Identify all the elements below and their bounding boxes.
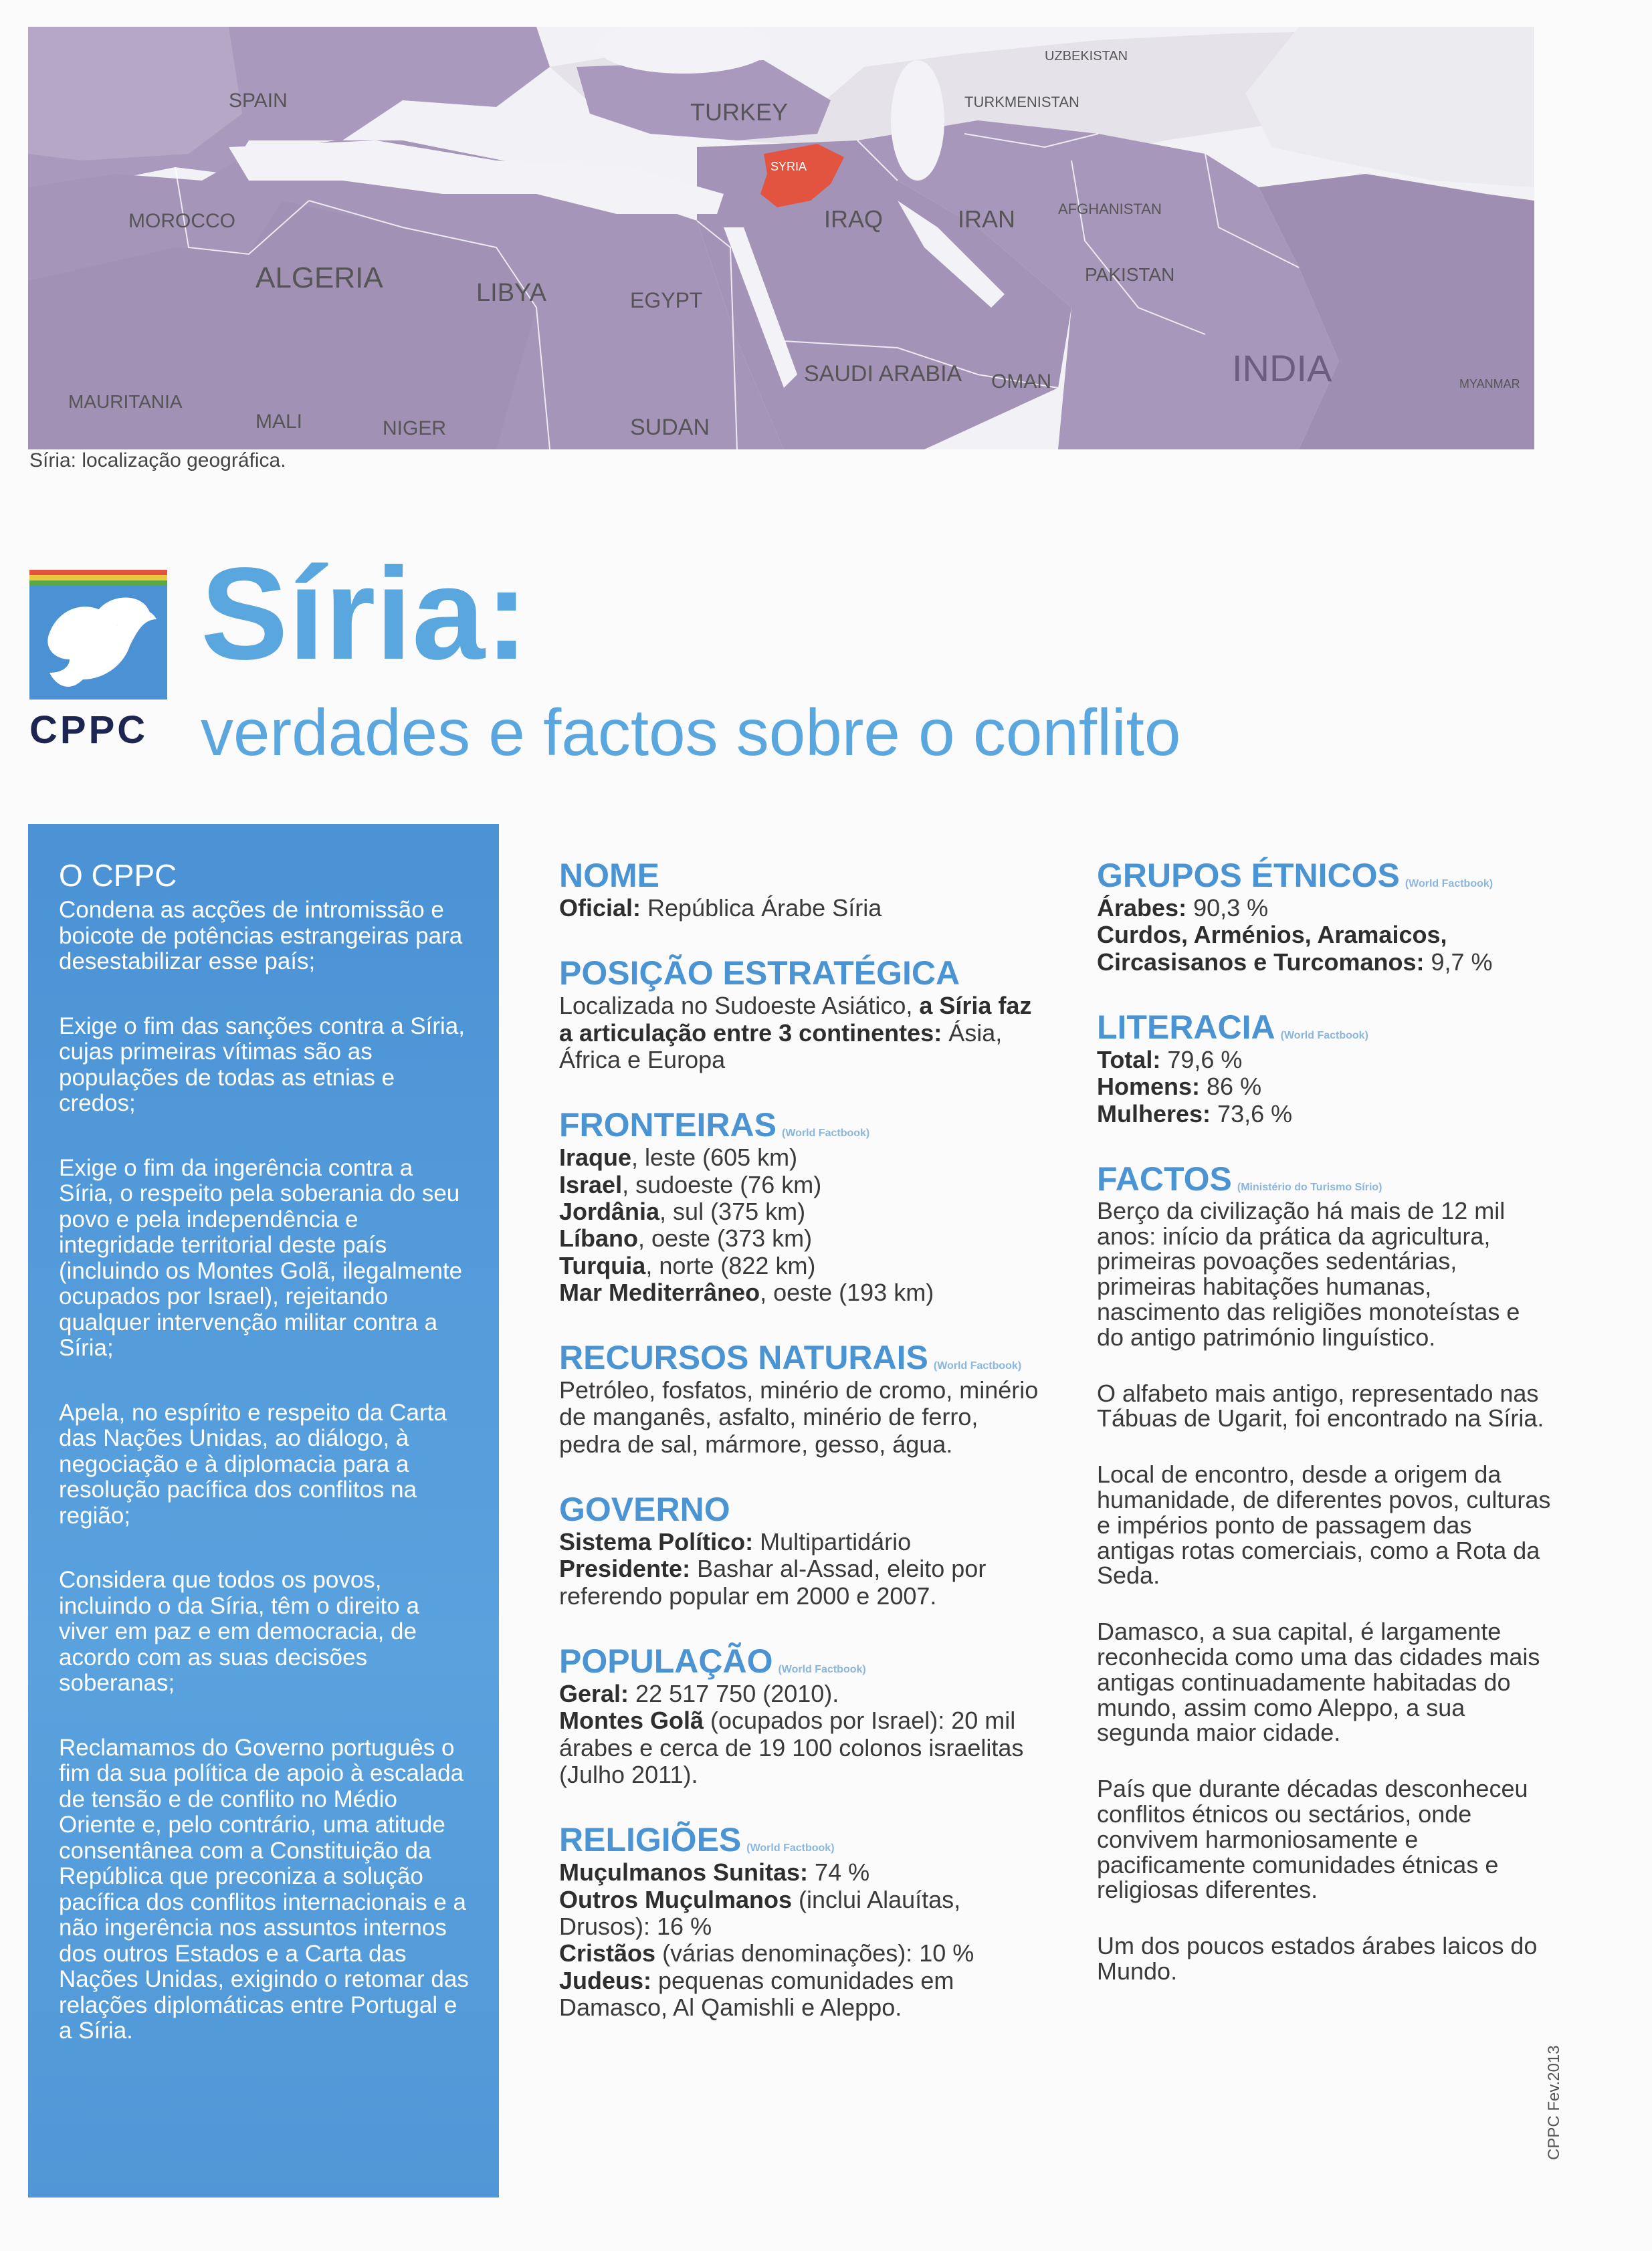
svg-text:IRAQ: IRAQ [824, 205, 884, 233]
cppc-logo [29, 570, 167, 752]
grupos-arabes: Árabes: 90,3 % [1097, 894, 1269, 922]
religiao-item: Judeus: pequenas comunidades em Damasco, Al Qamishli e Aleppo. [559, 1966, 954, 2021]
section-title-populacao: POPULAÇÃO (World Factbook) [559, 1642, 866, 1680]
panel-paragraph: Exige o fim das sanções contra a Síria, cujas primeiras vítimas são as populações de todas as etnias e credos; [59, 1012, 465, 1116]
fronteira-item: Turquia, norte (822 km) [559, 1251, 816, 1279]
nome-oficial: Oficial: República Árabe Síria [559, 894, 882, 922]
fronteira-item: Mar Mediterrâneo, oeste (193 km) [559, 1278, 934, 1306]
religiao-item: Outros Muçulmanos (inclui Alauítas, Drusos): 16 % [559, 1885, 961, 1940]
section-title-governo: GOVERNO [559, 1491, 730, 1529]
populacao-golan: Montes Golã (ocupados por Israel): 20 mil árabes e cerca de 19 100 colonos israelitas (Julho 2011). [559, 1707, 1024, 1788]
cppc-statement-panel [28, 824, 499, 2198]
governo-presidente: Presidente: Bashar al-Assad, eleito por referendo popular em 2000 e 2007. [559, 1555, 987, 1610]
logo-text: CPPC [29, 708, 148, 752]
section-title-factos: FACTOS (Ministério do Turismo Sírio) [1097, 1160, 1382, 1198]
facto-paragraph: País que durante décadas desconheceu conflitos étnicos ou sectários, onde convivem harmoniosamente e pacificamente comunidades étnicas e religiosas diferentes. [1097, 1775, 1528, 1904]
panel-paragraph: Condena as acções de intromissão e boicote de potências estrangeiras para desestabilizar esse país; [59, 897, 463, 974]
grupos-outros: Curdos, Arménios, Aramaicos, Circasisanos e Turcomanos: 9,7 % [1097, 921, 1493, 976]
svg-text:MOROCCO: MOROCCO [128, 210, 235, 232]
svg-text:SYRIA: SYRIA [770, 160, 807, 173]
page-title: Síria: [201, 540, 529, 687]
svg-text:UZBEKISTAN: UZBEKISTAN [1045, 49, 1128, 64]
panel-paragraph: Exige o fim da ingerência contra a Síria, o respeito pela soberania do seu povo e pela independência e integridade territorial deste país (incluindo os Montes Golã, ilegalmente ocupados por Israel), rejeitando qualquer intervenção militar contra a Síria; [59, 1154, 463, 1361]
svg-text:IRAN: IRAN [958, 205, 1016, 233]
location-map [28, 27, 1534, 449]
posicao-text: Localizada no Sudoeste Asiático, a Síria faz a articulação entre 3 continentes: Ásia, África e Europa [559, 992, 1032, 1073]
svg-text:MAURITANIA: MAURITANIA [68, 391, 183, 412]
svg-text:SPAIN: SPAIN [229, 90, 288, 112]
populacao-geral: Geral: 22 517 750 (2010). [559, 1680, 839, 1707]
map-caption: Síria: localização geográfica. [29, 449, 286, 471]
fronteira-item: Jordânia, sul (375 km) [559, 1197, 806, 1225]
svg-text:EGYPT: EGYPT [630, 288, 703, 312]
svg-text:LIBYA: LIBYA [476, 279, 546, 307]
map-image [28, 27, 1534, 449]
logo-stripe-red [29, 570, 167, 575]
section-title-literacia: LITERACIA (World Factbook) [1097, 1008, 1368, 1046]
svg-text:INDIA: INDIA [1232, 347, 1332, 389]
literacia-item: Mulheres: 73,6 % [1097, 1099, 1293, 1128]
panel-title: O CPPC [59, 858, 177, 893]
section-title-grupos: GRUPOS ÉTNICOS (World Factbook) [1097, 857, 1493, 894]
fronteira-item: Iraque, leste (605 km) [559, 1144, 798, 1172]
dove-icon [29, 586, 167, 700]
section-title-posicao: POSIÇÃO ESTRATÉGICA [559, 954, 960, 992]
page-subtitle: verdades e factos sobre o conflito [201, 695, 1181, 769]
svg-text:AFGHANISTAN: AFGHANISTAN [1058, 201, 1162, 217]
literacia-item: Homens: 86 % [1097, 1073, 1262, 1101]
facto-paragraph: Berço da civilização há mais de 12 mil anos: início da prática da agricultura, primeiras povoações sedentárias, primeiras habitações humanas, nascimento das religiões monoteístas e do antigo património linguístico. [1097, 1196, 1520, 1351]
facts-column-middle [559, 856, 1041, 2021]
svg-text:ALGERIA: ALGERIA [255, 261, 383, 294]
facts-column-right [1097, 856, 1552, 2015]
section-title-nome: NOME [559, 857, 659, 894]
logo-stripe-yellow [29, 575, 167, 580]
panel-paragraph: Apela, no espírito e respeito da Carta das Nações Unidas, ao diálogo, à negociação e à diplomacia para a resolução pacífica dos conflitos na região; [59, 1399, 447, 1529]
fronteira-item: Líbano, oeste (373 km) [559, 1224, 813, 1253]
logo-stripe-green [29, 580, 167, 586]
svg-text:OMAN: OMAN [991, 370, 1051, 393]
svg-text:SUDAN: SUDAN [630, 415, 710, 440]
section-title-recursos: RECURSOS NATURAIS (World Factbook) [559, 1339, 1022, 1377]
section-title-religioes: RELIGIÕES (World Factbook) [559, 1821, 835, 1859]
svg-text:PAKISTAN: PAKISTAN [1085, 264, 1175, 285]
svg-text:MALI: MALI [255, 411, 303, 433]
svg-text:NIGER: NIGER [383, 417, 447, 439]
fronteira-item: Israel, sudoeste (76 km) [559, 1170, 822, 1198]
facto-paragraph: Damasco, a sua capital, é largamente reconhecida como uma das cidades mais antigas continuadamente habitadas do mundo, assim como Aleppo, a sua segunda maior cidade. [1097, 1618, 1540, 1747]
svg-text:TURKMENISTAN: TURKMENISTAN [964, 94, 1079, 110]
svg-text:TURKEY: TURKEY [690, 98, 789, 126]
section-title-fronteiras: FRONTEIRAS (World Factbook) [559, 1106, 870, 1144]
svg-text:MYANMAR: MYANMAR [1459, 377, 1520, 391]
religiao-item: Cristãos (várias denominações): 10 % [559, 1939, 974, 1967]
panel-paragraph: Reclamamos do Governo português o fim da sua política de apoio à escalada de tensão e de conflito no Médio Oriente e, pelo contrário, uma atitude consentânea com a Constituição da República que preconiza a solução pacífica dos conflitos internacionais e a não ingerência nos assuntos internos dos outros Estados e a Carta das Nações Unidas, exigindo o retomar das relações diplomáticas entre Portugal e a Síria. [59, 1734, 469, 2044]
panel-paragraph: Considera que todos os povos, incluindo o da Síria, têm o direito a viver em paz e em democracia, de acordo com as suas decisões soberanas; [59, 1567, 419, 1696]
svg-text:SAUDI ARABIA: SAUDI ARABIA [804, 361, 962, 387]
literacia-item: Total: 79,6 % [1097, 1045, 1243, 1073]
religiao-item: Muçulmanos Sunitas: 74 % [559, 1858, 870, 1887]
facto-paragraph: O alfabeto mais antigo, representado nas Tábuas de Ugarit, foi encontrado na Síria. [1097, 1379, 1544, 1432]
recursos-text: Petróleo, fosfatos, minério de cromo, minério de manganês, asfalto, minério de ferro, pedra de sal, mármore, gesso, água. [559, 1376, 1039, 1458]
facto-paragraph: Um dos poucos estados árabes laicos do Mundo. [1097, 1932, 1538, 1985]
governo-sistema: Sistema Político: Multipartidário [559, 1528, 912, 1556]
facto-paragraph: Local de encontro, desde a origem da humanidade, de diferentes povos, culturas e impérios ponto de passagem das antigas rotas comerciais, como a Rota da Seda. [1097, 1461, 1551, 1590]
footer-note: CPPC Fev.2013 [1545, 2045, 1563, 2160]
